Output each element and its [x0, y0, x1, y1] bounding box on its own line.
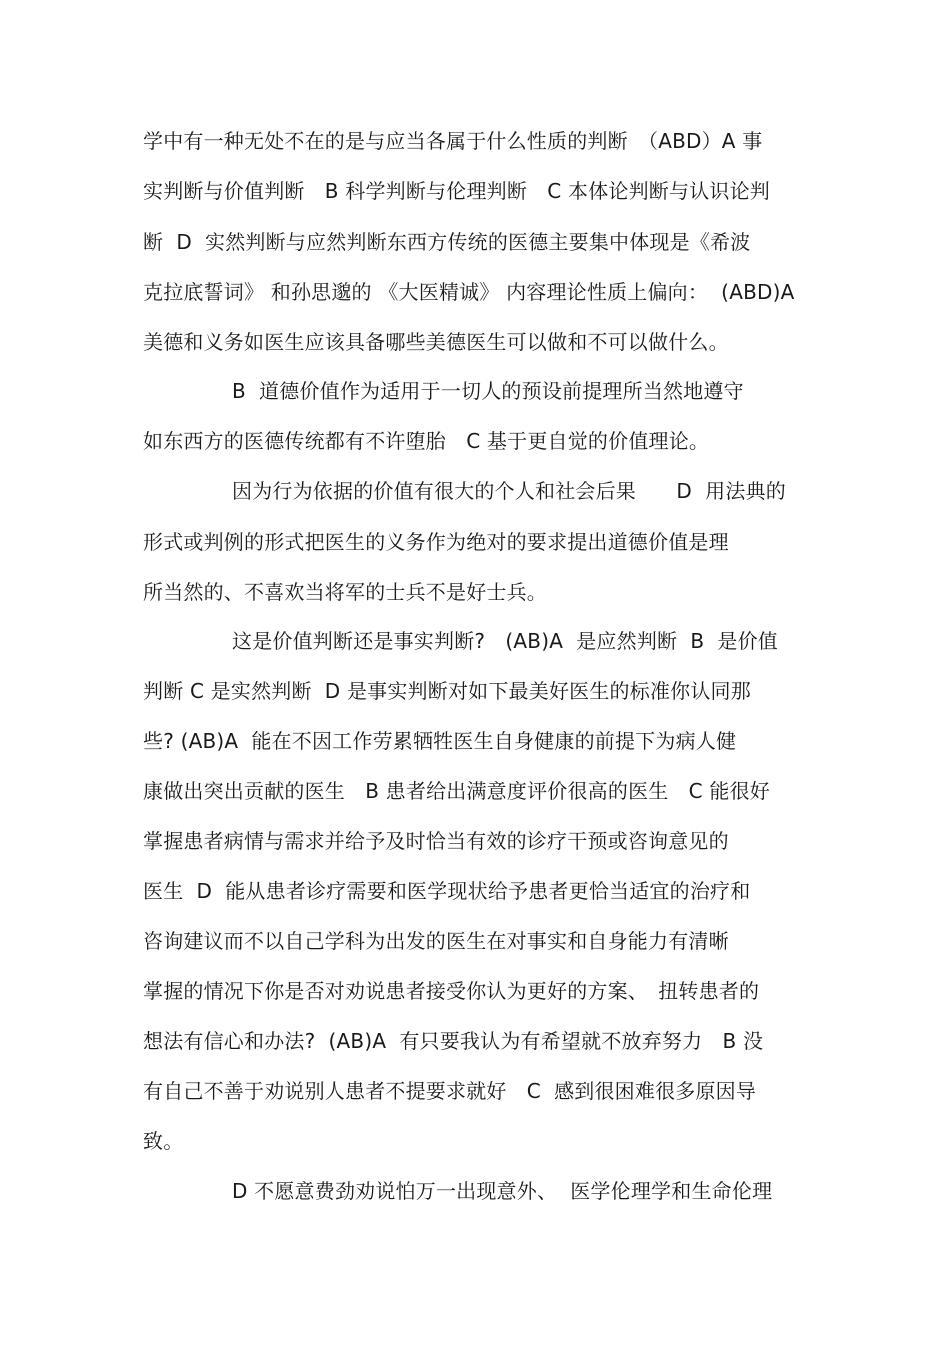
text-line: 断 D 实然判断与应然判断东西方传统的医德主要集中体现是《希波 — [143, 230, 751, 254]
text-line: D 不愿意费劲劝说怕万一出现意外、 医学伦理学和生命伦理 — [232, 1179, 773, 1203]
text-line: 想法有信心和办法? (AB)A 有只要我认为有希望就不放弃努力 B 没 — [143, 1029, 764, 1053]
text-line: 因为行为依据的价值有很大的个人和社会后果 D 用法典的 — [232, 479, 786, 503]
text-line: 判断 C 是实然判断 D 是事实判断对如下最美好医生的标准你认同那 — [143, 679, 751, 703]
text-line: 有自己不善于劝说别人患者不提要求就好 C 感到很困难很多原因导 — [143, 1079, 757, 1103]
text-line: 医生 D 能从患者诊疗需要和医学现状给予患者更恰当适宜的治疗和 — [143, 879, 751, 903]
text-line: 学中有一种无处不在的是与应当各属于什么性质的判断 （ABD）A 事 — [143, 129, 763, 153]
text-line: 美德和义务如医生应该具备哪些美德医生可以做和不可以做什么。 — [143, 330, 729, 354]
text-line: 克拉底誓词》 和孙思邈的 《大医精诚》 内容理论性质上偏向： (ABD)A — [143, 280, 795, 304]
text-line: 致。 — [143, 1129, 184, 1153]
text-line: 这是价值判断还是事实判断? (AB)A 是应然判断 B 是价值 — [232, 629, 778, 653]
text-line: 如东西方的医德传统都有不许堕胎 C 基于更自觉的价值理论。 — [143, 429, 710, 453]
text-line: 所当然的、不喜欢当将军的士兵不是好士兵。 — [143, 580, 547, 604]
text-line: 形式或判例的形式把医生的义务作为绝对的要求提出道德价值是理 — [143, 530, 729, 554]
text-line: 掌握的情况下你是否对劝说患者接受你认为更好的方案、 扭转患者的 — [143, 979, 760, 1003]
text-line: 咨询建议而不以自己学科为出发的医生在对事实和自身能力有清晰 — [143, 929, 729, 953]
text-line: 实判断与价值判断 B 科学判断与伦理判断 C 本体论判断与认识论判 — [143, 179, 770, 203]
text-line: B 道德价值作为适用于一切人的预设前提理所当然地遵守 — [232, 379, 744, 403]
text-line: 康做出突出贡献的医生 B 患者给出满意度评价很高的医生 C 能很好 — [143, 779, 770, 803]
text-line: 些? (AB)A 能在不因工作劳累牺牲医生自身健康的前提下为病人健 — [143, 729, 737, 753]
text-line: 掌握患者病情与需求并给予及时恰当有效的诊疗干预或咨询意见的 — [143, 829, 729, 853]
